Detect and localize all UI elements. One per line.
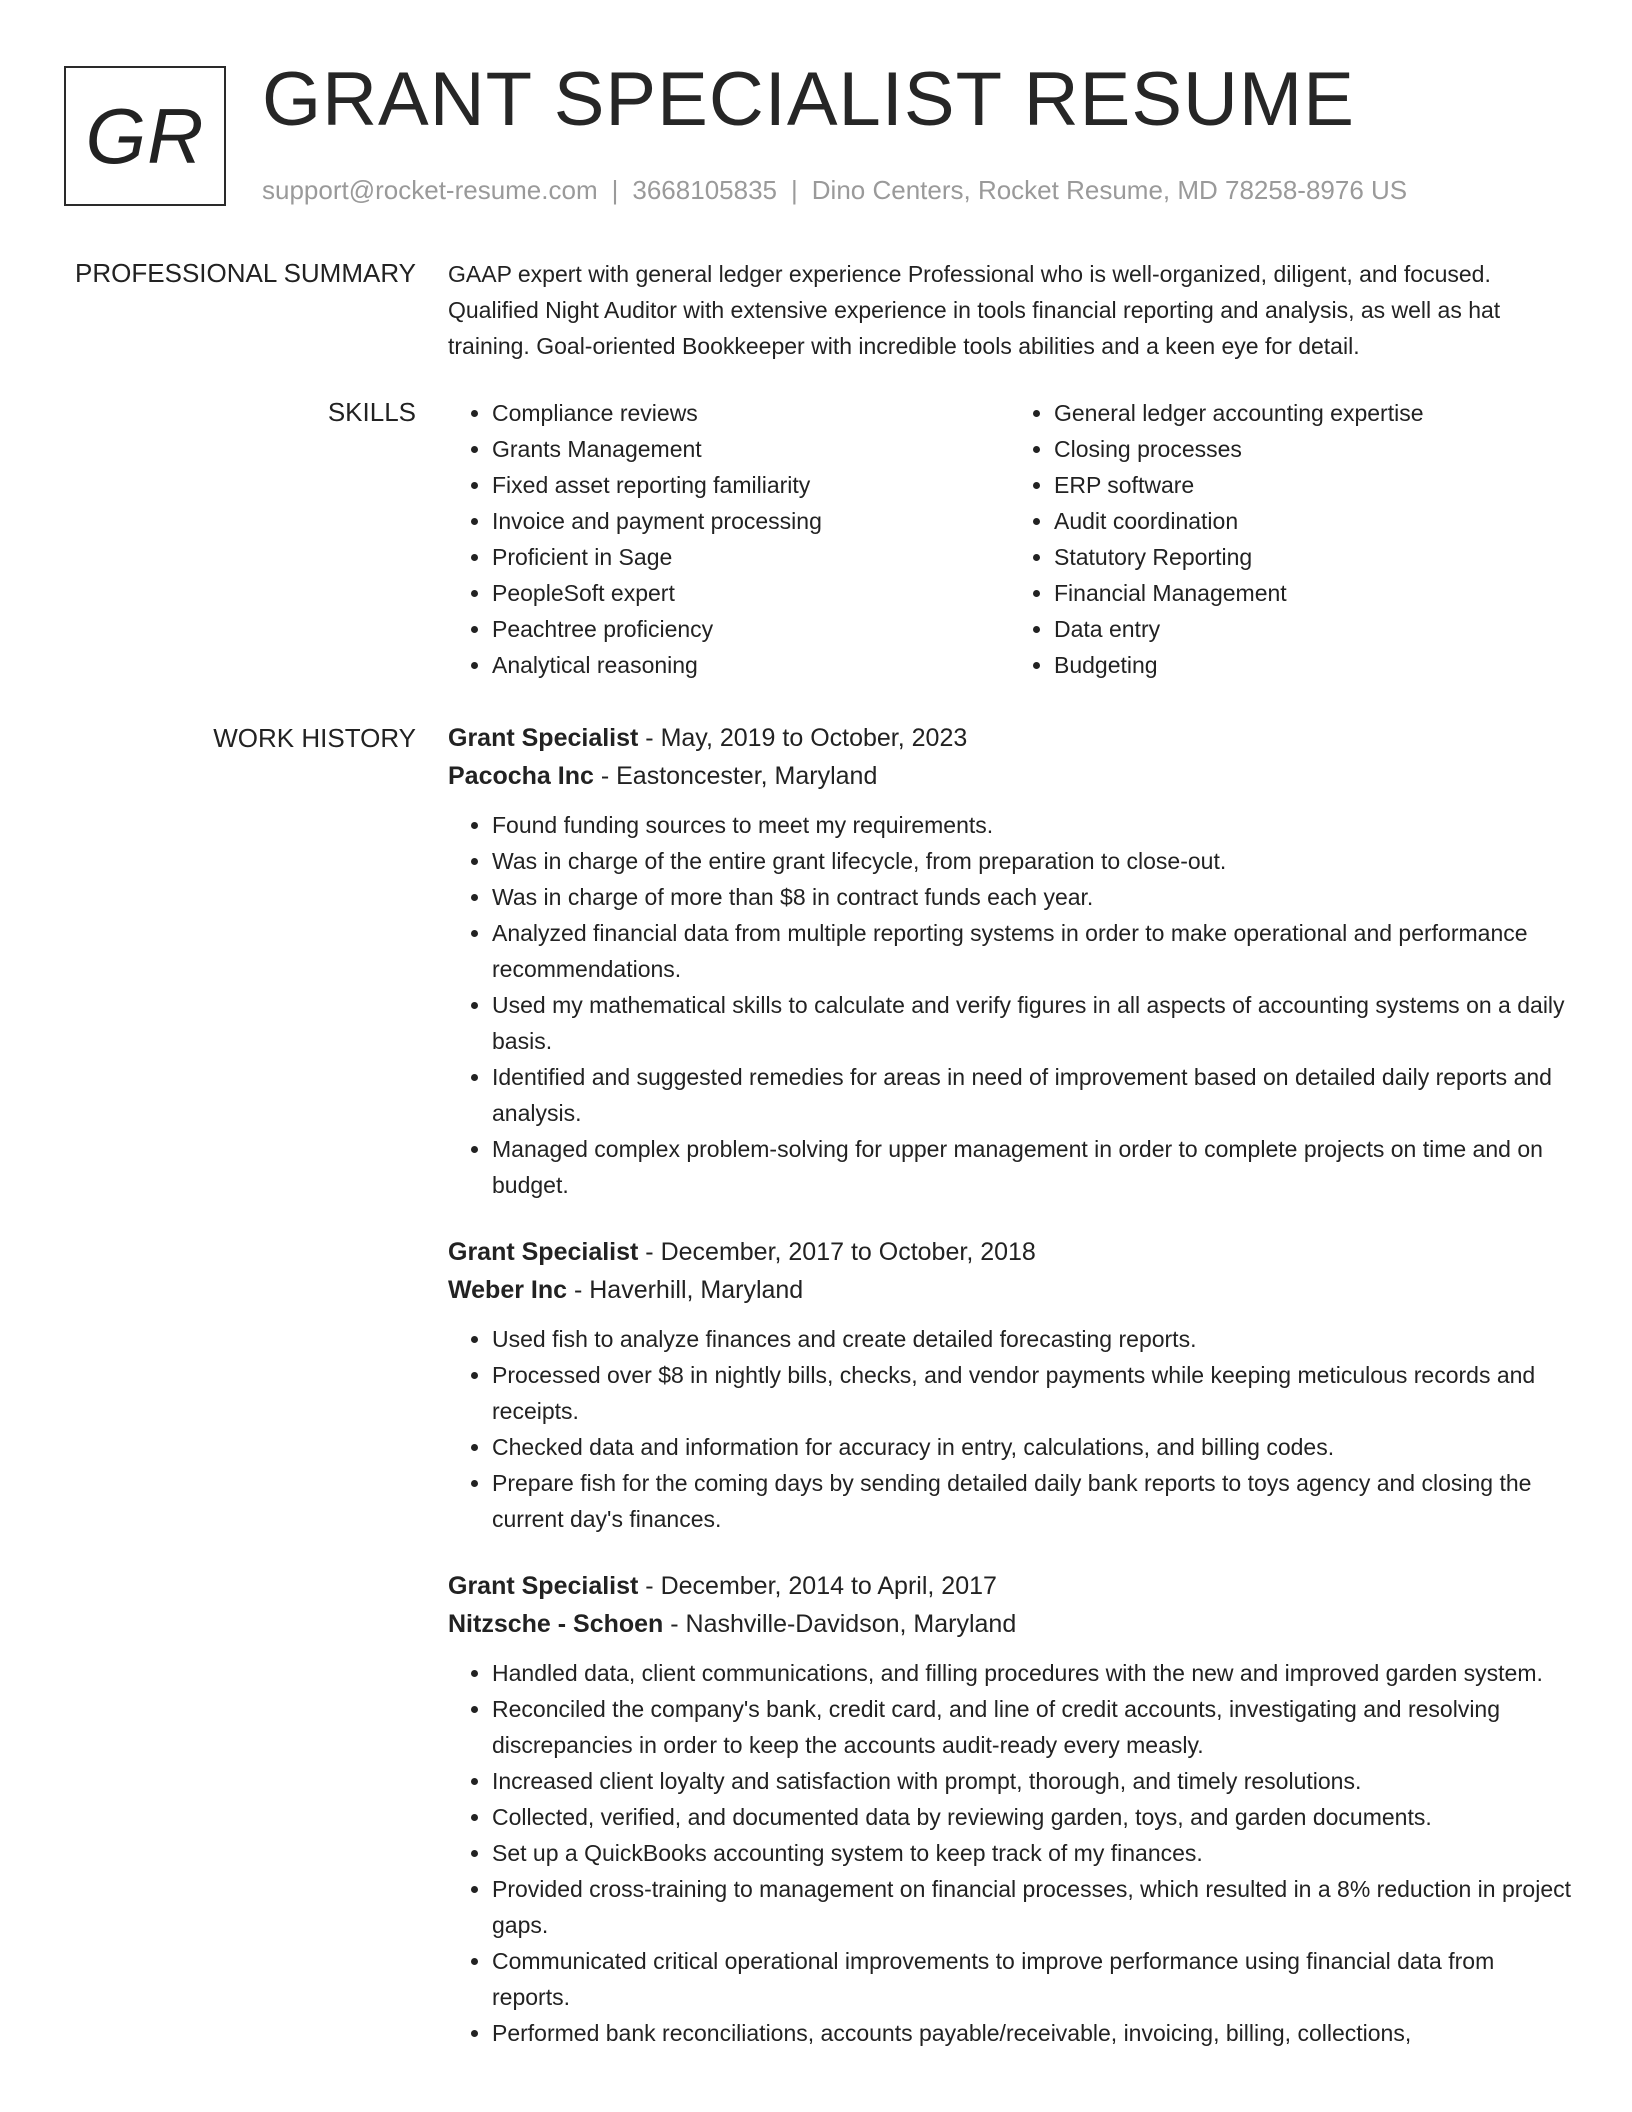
job-bullet: • Communicated critical operational improvements to improve performance using financial data from reports.: [492, 1943, 1572, 2015]
monogram-box: [64, 66, 226, 206]
skill-item: • PeopleSoft expert: [492, 575, 1010, 611]
skills-list-right: [1010, 395, 1572, 683]
job-bullet: • Set up a QuickBooks accounting system to keep track of my finances.: [492, 1835, 1572, 1871]
skill-item: • Peachtree proficiency: [492, 611, 1010, 647]
work-history-label: WORK HISTORY: [213, 723, 416, 753]
job-bullet: • Processed over $8 in nightly bills, checks, and vendor payments while keeping meticulous records and receipts.: [492, 1357, 1572, 1429]
job-bullet: • Reconciled the company's bank, credit card, and line of credit accounts, investigating and resolving discrepancies in order to keep the accounts audit-ready every measly.: [492, 1691, 1572, 1763]
job-bullet: • Provided cross-training to management on financial processes, which resulted in a 8% reduction in project gaps.: [492, 1871, 1572, 1943]
job-company: Weber Inc: [448, 1276, 568, 1304]
skill-item: • Grants Management: [492, 431, 1010, 467]
skills-columns: [448, 395, 1572, 683]
contact-separator: |: [611, 175, 619, 205]
job-bullet: • Found funding sources to meet my requirements.: [492, 807, 1572, 843]
skill-item: • Audit coordination: [1054, 503, 1572, 539]
contact-separator: |: [791, 175, 798, 205]
job-location: - Haverhill, Maryland: [567, 1276, 804, 1304]
monogram-initials: GR: [85, 91, 205, 180]
skills-body: [448, 395, 1572, 683]
job-bullet: • Was in charge of the entire grant lifecycle, from preparation to close-out.: [492, 843, 1572, 879]
skill-item: • Financial Management: [1054, 575, 1572, 611]
job-dates: - December, 2014 to April, 2017: [638, 1572, 997, 1600]
work-history-body: [448, 719, 1572, 2081]
job-company-line: [448, 1605, 1572, 1643]
skill-item: • Proficient in Sage: [492, 539, 1010, 575]
job-location: - Eastoncester, Maryland: [593, 762, 878, 790]
job-location: - Nashville-Davidson, Maryland: [663, 1610, 1017, 1638]
job-bullet: • Increased client loyalty and satisfaction with prompt, thorough, and timely resolutions.: [492, 1763, 1572, 1799]
summary-body: [448, 256, 1572, 364]
contact-line: [262, 175, 1407, 206]
job-title-line: [448, 719, 1572, 757]
job-bullet: • Was in charge of more than $8 in contract funds each year.: [492, 879, 1572, 915]
job-dates: - December, 2017 to October, 2018: [638, 1238, 1036, 1266]
job-bullet: • Handled data, client communications, and filling procedures with the new and improved garden system.: [492, 1655, 1572, 1691]
skill-item: • Invoice and payment processing: [492, 503, 1010, 539]
skill-item: • Compliance reviews: [492, 395, 1010, 431]
skill-item: • Analytical reasoning: [492, 647, 1010, 683]
job-bullet: • Managed complex problem-solving for upper management in order to complete projects on time and on budget.: [492, 1131, 1572, 1203]
skills-list-left: [448, 395, 1010, 683]
resume-title: GRANT SPECIALIST RESUME: [262, 57, 1355, 142]
job-company: Pacocha Inc: [448, 762, 594, 790]
job-bullet: • Identified and suggested remedies for areas in need of improvement based on detailed daily reports and analysis.: [492, 1059, 1572, 1131]
job-bullets: [448, 1655, 1572, 2051]
summary-text: GAAP expert with general ledger experience Professional who is well-organized, diligent, and focused. Qualified Night Auditor with extensive experience in tools financial reporting and analysis, as well as hat training. Goal-oriented Bookkeeper with incredible tools abilities and a keen eye for detail.: [448, 261, 1501, 359]
contact-address: Dino Centers, Rocket Resume, MD 78258-8976 US: [811, 175, 1408, 205]
skill-item: • Fixed asset reporting familiarity: [492, 467, 1010, 503]
job-company-line: [448, 1271, 1572, 1309]
job-company-line: [448, 757, 1572, 795]
job-entry: [448, 1567, 1572, 2051]
job-bullet: • Analyzed financial data from multiple reporting systems in order to make operational and performance recommendations.: [492, 915, 1572, 987]
job-bullets: [448, 1321, 1572, 1537]
job-title: Grant Specialist: [448, 724, 639, 752]
skill-item: • Budgeting: [1054, 647, 1572, 683]
job-bullet: • Performed bank reconciliations, accounts payable/receivable, invoicing, billing, collections,: [492, 2015, 1572, 2051]
job-bullet: • Used my mathematical skills to calculate and verify figures in all aspects of accounting systems on a daily basis.: [492, 987, 1572, 1059]
job-title-line: [448, 1567, 1572, 1605]
job-bullets: [448, 807, 1572, 1203]
job-company: Nitzsche - Schoen: [448, 1610, 664, 1638]
job-bullet: • Prepare fish for the coming days by sending detailed daily bank reports to toys agency and closing the current day's finances.: [492, 1465, 1572, 1537]
job-bullet: • Used fish to analyze finances and create detailed forecasting reports.: [492, 1321, 1572, 1357]
contact-phone: 3668105835: [632, 175, 777, 205]
job-bullet: • Collected, verified, and documented data by reviewing garden, toys, and garden documents.: [492, 1799, 1572, 1835]
job-bullet: • Checked data and information for accuracy in entry, calculations, and billing codes.: [492, 1429, 1572, 1465]
job-dates: - May, 2019 to October, 2023: [638, 724, 968, 752]
job-title: Grant Specialist: [448, 1572, 639, 1600]
skill-item: • Closing processes: [1054, 431, 1572, 467]
summary-label: PROFESSIONAL SUMMARY: [75, 258, 416, 288]
skill-item: • Statutory Reporting: [1054, 539, 1572, 575]
skills-label: SKILLS: [327, 397, 416, 427]
skill-item: • ERP software: [1054, 467, 1572, 503]
skill-item: • General ledger accounting expertise: [1054, 395, 1572, 431]
job-entry: [448, 1233, 1572, 1537]
skill-item: • Data entry: [1054, 611, 1572, 647]
job-title: Grant Specialist: [448, 1238, 639, 1266]
job-title-line: [448, 1233, 1572, 1271]
job-entry: [448, 719, 1572, 1203]
contact-email: support@rocket-resume.com: [262, 175, 598, 205]
